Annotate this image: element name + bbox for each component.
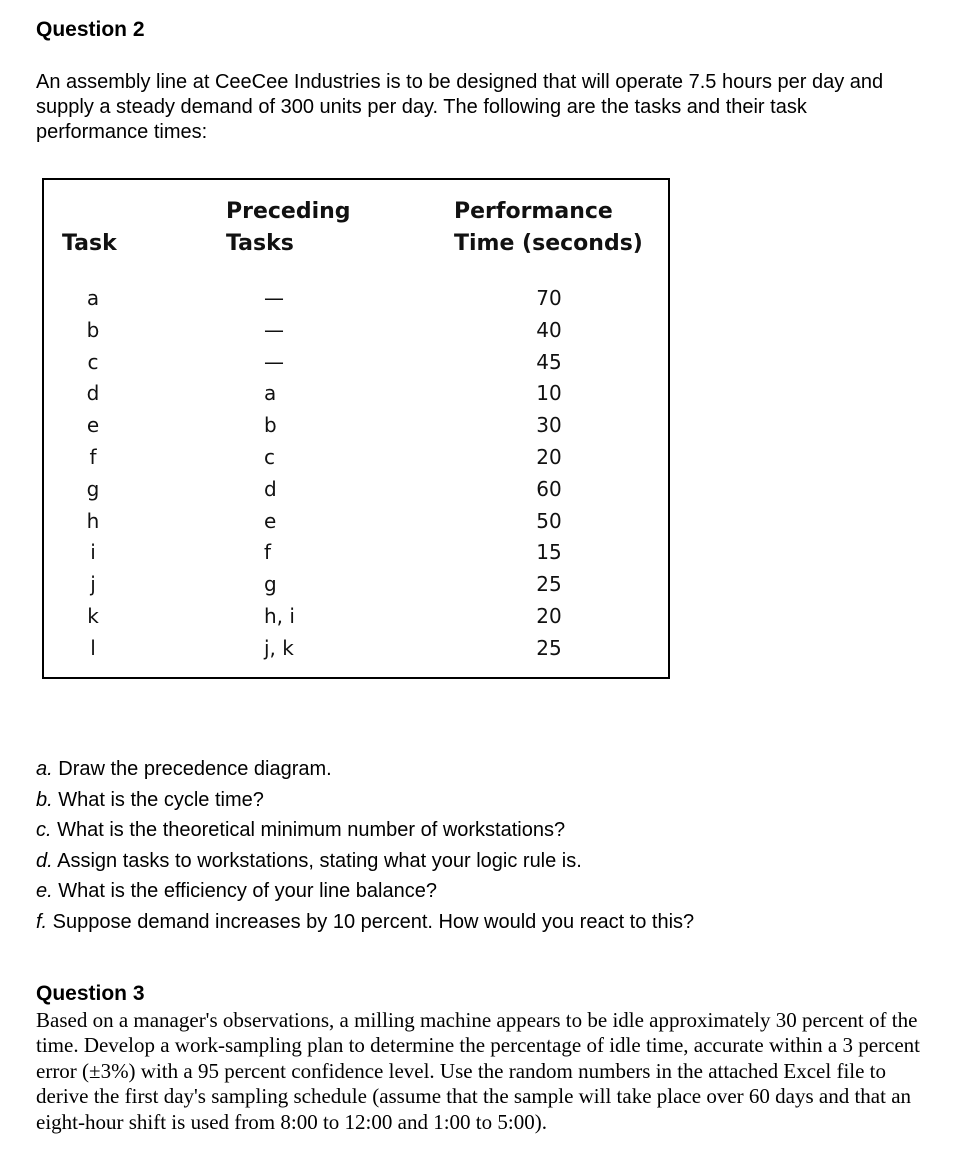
time-cell: 60 — [536, 476, 562, 501]
part-a: a. Draw the precedence diagram. — [36, 758, 332, 780]
time-cell: 50 — [536, 508, 562, 533]
task-cell: i — [90, 540, 96, 565]
preceding-cell: f — [264, 540, 272, 565]
preceding-cell: e — [264, 508, 277, 533]
preceding-cell: c — [264, 444, 275, 469]
time-cell: 20 — [536, 444, 562, 469]
preceding-cell: — — [264, 349, 284, 374]
task-cell: k — [87, 603, 99, 628]
task-cell: j — [90, 572, 96, 597]
part-b: b. What is the cycle time? — [36, 788, 264, 811]
header-preceding-tasks: Preceding Tasks — [226, 199, 351, 256]
part-f: f. Suppose demand increases by 10 percent. How would you react to this? — [36, 910, 695, 933]
task-cell: c — [87, 349, 99, 374]
time-cell: 10 — [536, 381, 562, 406]
question-2-heading: Question 2 — [36, 18, 145, 41]
part-e: e. What is the efficiency of your line balance? — [36, 880, 437, 903]
task-cell: g — [86, 476, 100, 501]
task-column — [82, 283, 104, 665]
time-cell: 40 — [536, 317, 562, 342]
time-cell: 45 — [536, 349, 562, 374]
time-cell: 15 — [536, 540, 562, 565]
task-cell: f — [89, 444, 97, 469]
preceding-cell: a — [264, 381, 277, 406]
preceding-column — [264, 283, 304, 665]
question-3-heading: Question 3 — [36, 982, 145, 1005]
header-task: Task — [62, 231, 117, 256]
question-2-intro: An assembly line at CeeCee Industries is to be designed that will operate 7.5 hours per day and supply a steady demand of 300 units per day. The following are the tasks and their task performance times: — [36, 71, 884, 143]
task-table — [42, 178, 670, 679]
preceding-cell: — — [264, 317, 284, 342]
preceding-cell: g — [264, 572, 277, 597]
task-cell: h — [86, 508, 100, 533]
task-cell: b — [86, 317, 100, 342]
task-cell: d — [86, 381, 100, 406]
time-cell: 70 — [536, 286, 562, 310]
question-3-body: Based on a manager's observations, a milling machine appears to be idle approximately 30 percent of the time. Develop a work-sampling plan to determine the percentage of idle time, accurate within a 3 percent error (±3%) with a 95 percent confidence level. Use the random numbers in the attached Excel file to derive the first day's sampling schedule (assume that the sample will take place over 60 days and that an eight-hour shift is used from 8:00 to 12:00 and 1:00 to 5:00). — [36, 1008, 920, 1134]
time-column — [532, 283, 566, 665]
task-cell: a — [86, 286, 100, 310]
time-cell: 30 — [536, 413, 562, 438]
preceding-cell: b — [264, 413, 277, 438]
preceding-cell: j, k — [264, 635, 294, 660]
part-d: d. Assign tasks to workstations, stating what your logic rule is. — [36, 849, 582, 872]
preceding-cell: h, i — [264, 603, 295, 628]
task-cell: l — [90, 635, 96, 660]
question-2-parts — [36, 754, 694, 938]
time-cell: 25 — [536, 572, 562, 597]
time-cell: 25 — [536, 635, 562, 660]
header-performance-time: Performance Time (seconds) — [454, 199, 643, 256]
part-c: c. What is the theoretical minimum number of workstations? — [36, 819, 566, 842]
preceding-cell: d — [264, 476, 277, 501]
task-cell: e — [86, 413, 100, 438]
preceding-cell: — — [264, 286, 284, 310]
time-cell: 20 — [536, 603, 562, 628]
